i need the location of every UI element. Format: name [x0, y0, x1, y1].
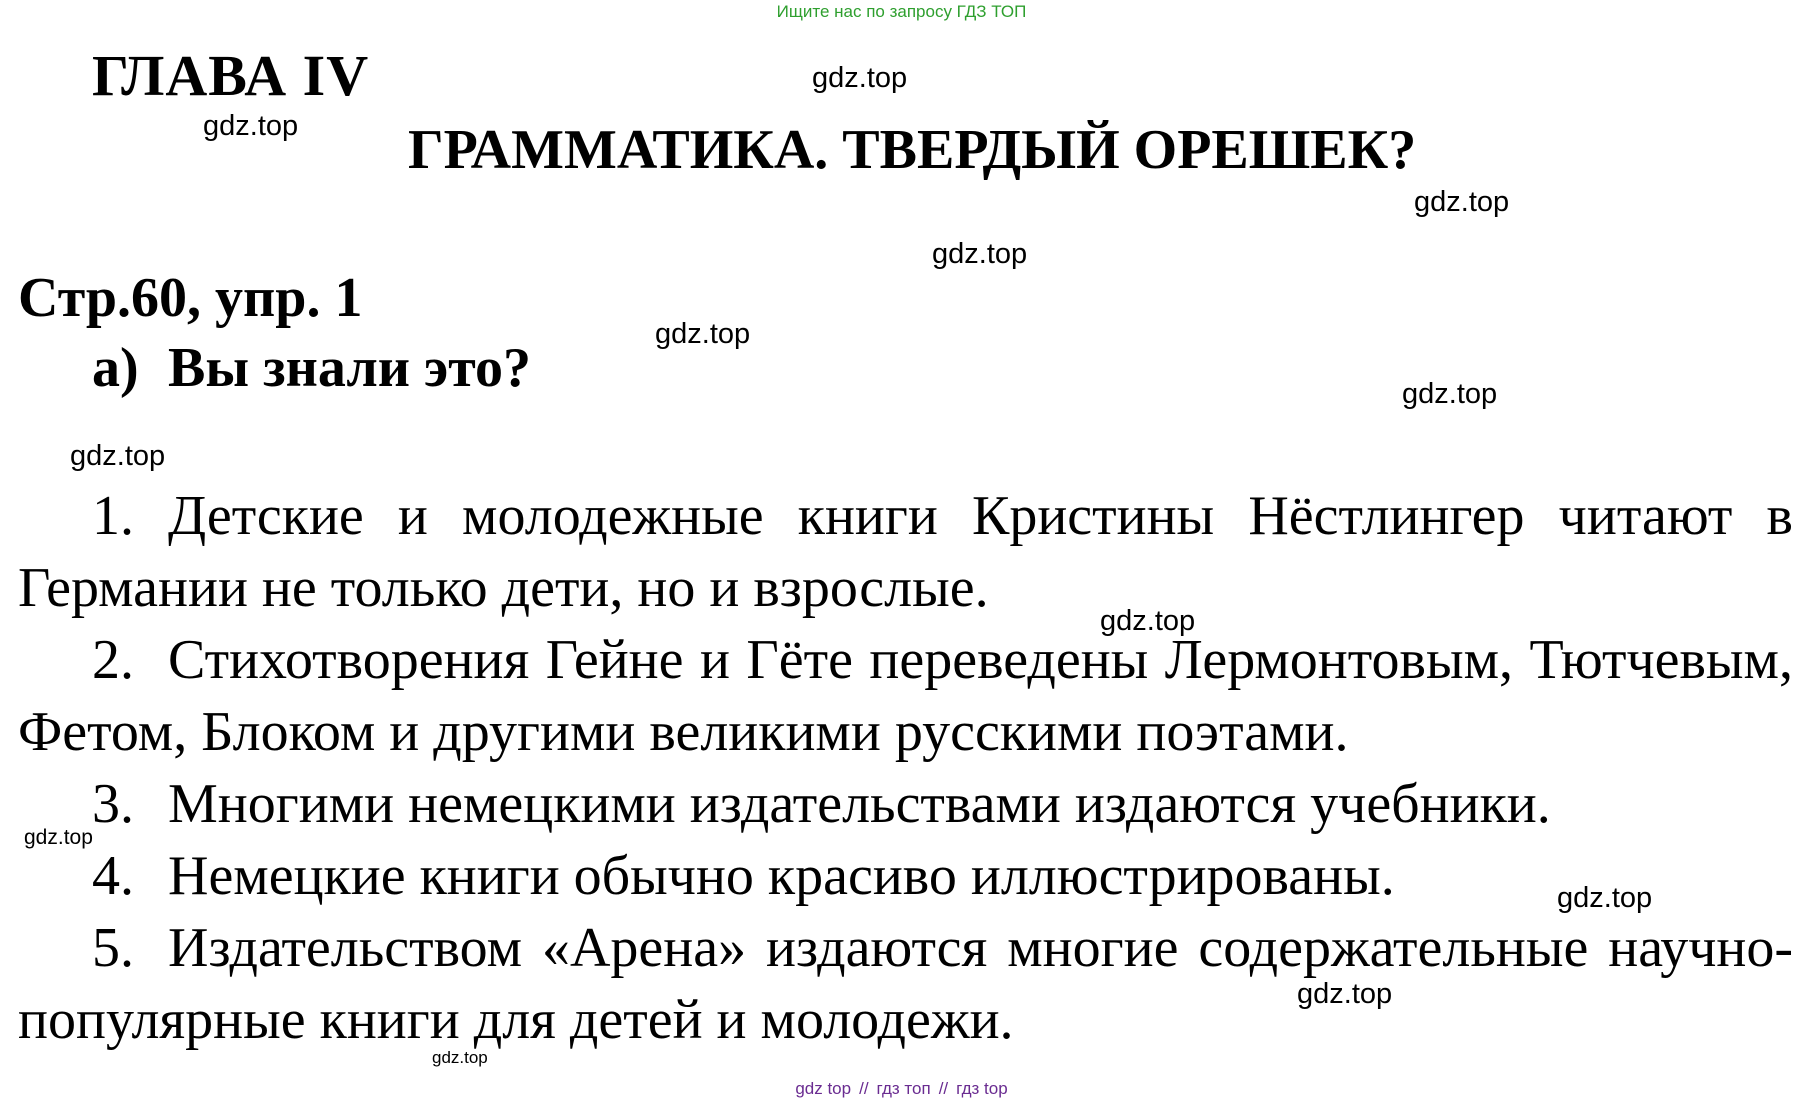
exercise-part — [92, 336, 531, 400]
watermark-text: gdz.top — [932, 238, 1028, 270]
watermark-text: gdz.top — [1100, 605, 1196, 637]
footer-separator: // — [859, 1079, 869, 1098]
sentence-text: Немецкие книги обычно красиво иллюстрированы. — [168, 845, 1395, 907]
footer-separator: // — [938, 1079, 949, 1098]
footer-links — [0, 1079, 1803, 1099]
watermark-text: gdz.top — [24, 826, 93, 849]
sentence-number: 3. — [92, 773, 134, 835]
watermark-text: gdz.top — [1297, 978, 1393, 1010]
sentence-number: 5. — [92, 917, 134, 979]
watermark-text: gdz.top — [812, 62, 908, 94]
sentence-item — [18, 840, 1793, 912]
chapter-subtitle: ГРАММАТИКА. ТВЕРДЫЙ ОРЕШЕК? — [408, 119, 1417, 181]
top-banner: Ищите нас по запросу ГДЗ ТОП — [776, 2, 1027, 21]
footer-link[interactable]: гдз top — [956, 1079, 1008, 1098]
exercise-part-title: Вы знали это? — [168, 337, 531, 399]
sentence-list — [18, 480, 1793, 1056]
watermark-text: gdz.top — [1402, 378, 1498, 410]
sentence-text: Стихотворения Гейне и Гёте переведены Лермонтовым, Тютчевым, Фетом, Блоком и другими великими русскими поэтами. — [18, 629, 1793, 763]
watermark-text: gdz.top — [203, 110, 299, 142]
sentence-text: Издательством «Арена» издаются многие содержательные научно-популярные книги для детей и молодежи. — [18, 917, 1793, 1051]
exercise-heading: Стр.60, упр. 1 — [18, 267, 363, 329]
watermark-text: gdz.top — [70, 440, 166, 472]
sentence-item — [18, 624, 1793, 768]
watermark-text: gdz.top — [1557, 882, 1653, 914]
watermark-text: gdz.top — [655, 318, 751, 350]
exercise-part-marker: а) — [92, 337, 139, 399]
sentence-number: 1. — [92, 485, 134, 547]
sentence-number: 4. — [92, 845, 134, 907]
sentence-text: Многими немецкими издательствами издаются учебники. — [168, 773, 1551, 835]
footer-link[interactable]: gdz top — [795, 1079, 852, 1098]
watermark-text: gdz.top — [1414, 186, 1510, 218]
sentence-text: Детские и молодежные книги Кристины Нёстлингер читают в Германии не только дети, но и взрослые. — [18, 485, 1793, 619]
watermark-text: gdz.top — [432, 1048, 488, 1067]
sentence-number: 2. — [92, 629, 134, 691]
sentence-item — [18, 912, 1793, 1056]
sentence-item — [18, 768, 1793, 840]
chapter-title: ГЛАВА IV — [92, 43, 370, 108]
footer-link[interactable]: гдз топ — [876, 1079, 931, 1098]
sentence-item — [18, 480, 1793, 624]
